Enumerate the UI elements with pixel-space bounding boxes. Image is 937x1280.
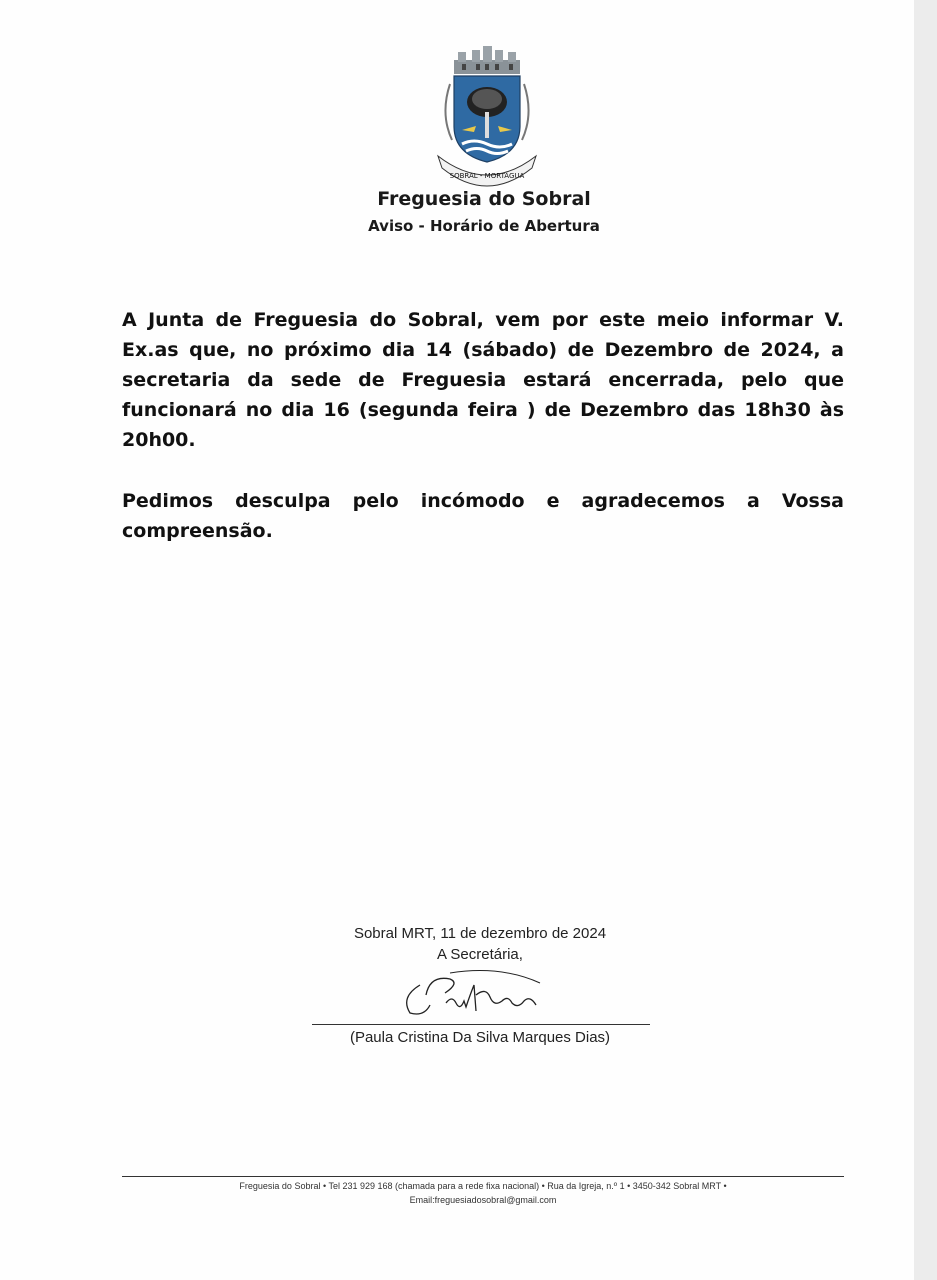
footer-divider	[122, 1176, 844, 1177]
signature-line	[312, 1024, 650, 1025]
page-title: Freguesia do Sobral	[377, 188, 591, 210]
footer-contact-line: Freguesia do Sobral • Tel 231 929 168 (chamada para a rede fixa nacional) • Rua da Igreja, n.º 1 • 3450-342 Sobral MRT •	[239, 1181, 727, 1191]
page-subtitle: Aviso - Horário de Abertura	[368, 217, 600, 235]
place-date-line: Sobral MRT, 11 de dezembro de 2024	[353, 925, 607, 942]
apology-paragraph: Pedimos desculpa pelo incómodo e agradecemos a Vossa compreensão.	[122, 490, 844, 542]
coat-of-arms-emblem	[432, 44, 542, 188]
notice-paragraph: A Junta de Freguesia do Sobral, vem por este meio informar V. Ex.as que, no próximo dia 14 (sábado) de Dezembro de 2024, a secretaria da sede de Freguesia estará encerrada, pelo que funcionará no dia 16 (segunda feira ) de Dezembro das 18h30 às 20h00.	[122, 309, 844, 451]
crest-motto: SOBRAL - MORTÁGUA	[449, 172, 525, 180]
signatory-name: (Paula Cristina Da Silva Marques Dias)	[349, 1029, 611, 1046]
footer-email: Email:freguesiadosobral@gmail.com	[409, 1195, 557, 1205]
signatory-role: A Secretária,	[437, 946, 523, 963]
